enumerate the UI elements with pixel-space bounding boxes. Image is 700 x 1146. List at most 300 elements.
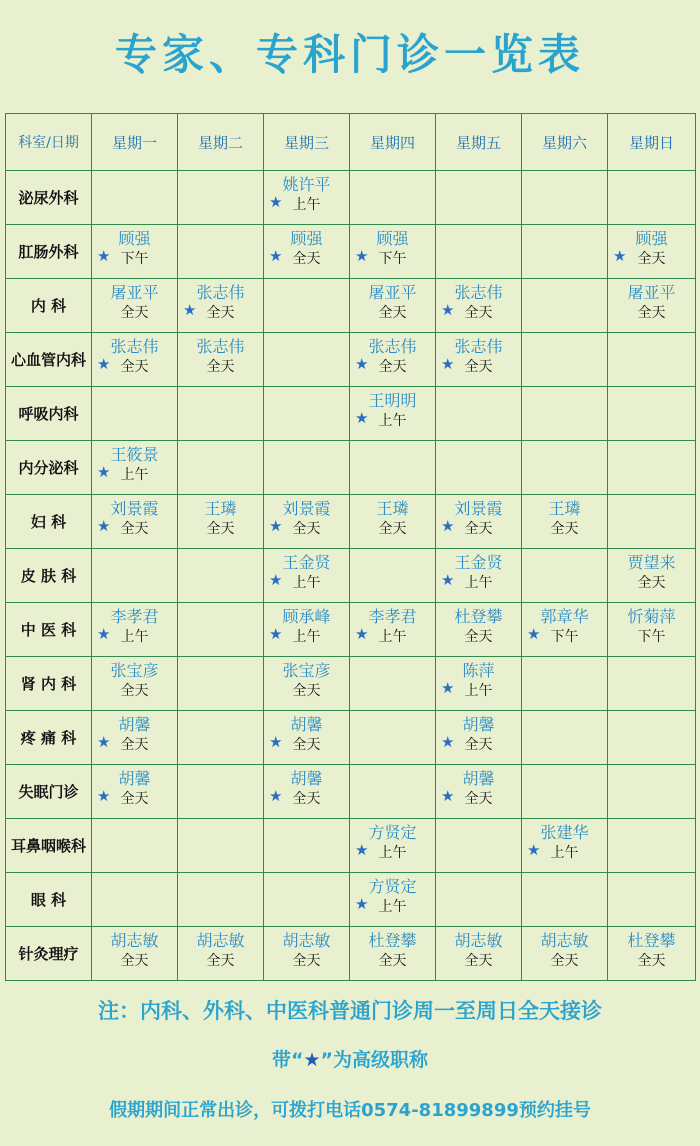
doctor-entry (92, 765, 177, 818)
dept-label: 眼 科 (6, 873, 92, 927)
schedule-cell (350, 441, 436, 495)
session-time: 全天 (292, 737, 321, 753)
schedule-cell (608, 279, 696, 333)
doctor-name: 王筱景 (110, 445, 159, 464)
schedule-cell (92, 711, 178, 765)
session-time: 上午 (378, 413, 407, 429)
note-star-legend (0, 1045, 700, 1072)
schedule-cell (350, 657, 436, 711)
session-time: 全天 (464, 359, 493, 375)
session-time: 下午 (637, 629, 666, 645)
session-time: 全天 (637, 953, 666, 969)
schedule-cell (264, 333, 350, 387)
dept-label: 泌尿外科 (6, 171, 92, 225)
dept-label: 针灸理疗 (6, 927, 92, 981)
star-icon: ★ (441, 517, 455, 535)
schedule-cell (522, 657, 608, 711)
star-icon: ★ (441, 679, 455, 697)
doctor-name: 王璘 (548, 499, 581, 518)
schedule-cell (92, 873, 178, 927)
note-general-clinic: 注：内科、外科、中医科普通门诊周一至周日全天接诊 (98, 999, 602, 1023)
star-icon: ★ (303, 1049, 321, 1071)
dept-label: 妇 科 (6, 495, 92, 549)
doctor-name: 杜登攀 (454, 607, 503, 626)
schedule-table (5, 113, 696, 981)
session-time: 全天 (464, 953, 493, 969)
session-time: 全天 (637, 305, 666, 321)
schedule-cell (522, 603, 608, 657)
schedule-cell (92, 819, 178, 873)
corner-label: 科室/日期 (6, 114, 92, 171)
dept-label: 呼吸内科 (6, 387, 92, 441)
table-row (6, 495, 696, 549)
schedule-cell (350, 279, 436, 333)
session-time: 全天 (292, 683, 321, 699)
schedule-cell (264, 927, 350, 981)
doctor-entry (608, 279, 695, 332)
table-row (6, 819, 696, 873)
schedule-cell (92, 603, 178, 657)
doctor-entry (350, 387, 435, 440)
doctor-entry (522, 927, 607, 980)
schedule-cell (264, 603, 350, 657)
schedule-cell (436, 549, 522, 603)
schedule-cell (436, 657, 522, 711)
doctor-name: 顾强 (290, 229, 323, 248)
day-header: 星期五 (436, 114, 522, 171)
schedule-cell (178, 387, 264, 441)
doctor-name: 顾强 (376, 229, 409, 248)
schedule-cell (522, 441, 608, 495)
schedule-cell (92, 765, 178, 819)
doctor-entry (92, 279, 177, 332)
doctor-entry (264, 171, 349, 224)
doctor-name: 忻菊萍 (627, 607, 676, 626)
session-time: 上午 (464, 575, 493, 591)
doctor-entry (608, 225, 695, 278)
day-header: 星期四 (350, 114, 436, 171)
session-time: 全天 (464, 737, 493, 753)
session-time: 全天 (292, 953, 321, 969)
schedule-cell (92, 225, 178, 279)
schedule-cell (350, 765, 436, 819)
session-time: 上午 (378, 629, 407, 645)
doctor-name: 张志伟 (196, 283, 245, 302)
doctor-entry (608, 549, 695, 602)
session-time: 全天 (120, 953, 149, 969)
session-time: 全天 (292, 791, 321, 807)
schedule-cell (350, 225, 436, 279)
table-row (6, 927, 696, 981)
doctor-name: 贾望来 (627, 553, 676, 572)
schedule-cell (522, 333, 608, 387)
schedule-cell (522, 225, 608, 279)
session-time: 全天 (206, 359, 235, 375)
star-icon: ★ (355, 625, 369, 643)
session-time: 上午 (292, 197, 321, 213)
session-time: 全天 (206, 521, 235, 537)
doctor-name: 王金贤 (282, 553, 331, 572)
schedule-cell (178, 927, 264, 981)
schedule-cell (608, 549, 696, 603)
schedule-cell (608, 657, 696, 711)
schedule-cell (608, 603, 696, 657)
doctor-name: 王璘 (204, 499, 237, 518)
schedule-cell (178, 711, 264, 765)
star-icon: ★ (613, 247, 627, 265)
session-time: 全天 (378, 521, 407, 537)
doctor-name: 李孝君 (110, 607, 159, 626)
session-time: 全天 (120, 737, 149, 753)
session-time: 全天 (464, 629, 493, 645)
doctor-entry (92, 657, 177, 710)
session-time: 全天 (206, 305, 235, 321)
schedule-cell (436, 927, 522, 981)
table-row (6, 711, 696, 765)
table-row (6, 333, 696, 387)
doctor-entry (436, 279, 521, 332)
dept-label: 中 医 科 (6, 603, 92, 657)
doctor-entry (92, 603, 177, 656)
schedule-cell (608, 333, 696, 387)
schedule-cell (350, 927, 436, 981)
doctor-name: 胡志敏 (110, 931, 159, 950)
star-icon: ★ (97, 463, 111, 481)
session-time: 上午 (292, 629, 321, 645)
schedule-cell (92, 495, 178, 549)
session-time: 上午 (378, 845, 407, 861)
doctor-entry (436, 765, 521, 818)
schedule-cell (264, 279, 350, 333)
star-icon: ★ (269, 247, 283, 265)
doctor-entry (264, 711, 349, 764)
doctor-name: 屠亚平 (627, 283, 676, 302)
doctor-entry (264, 603, 349, 656)
doctor-name: 刘景霞 (454, 499, 503, 518)
doctor-name: 胡志敏 (540, 931, 589, 950)
schedule-cell (264, 441, 350, 495)
doctor-name: 顾承峰 (282, 607, 331, 626)
dept-label: 肛肠外科 (6, 225, 92, 279)
schedule-cell (178, 549, 264, 603)
schedule-cell (178, 225, 264, 279)
session-time: 全天 (637, 575, 666, 591)
doctor-entry (436, 495, 521, 548)
doctor-name: 顾强 (118, 229, 151, 248)
schedule-cell (436, 225, 522, 279)
doctor-entry (92, 441, 177, 494)
table-row (6, 225, 696, 279)
doctor-name: 陈萍 (462, 661, 495, 680)
schedule-cell (436, 387, 522, 441)
schedule-cell (264, 711, 350, 765)
schedule-cell (522, 549, 608, 603)
star-icon: ★ (97, 787, 111, 805)
session-time: 下午 (378, 251, 407, 267)
dept-label: 肾 内 科 (6, 657, 92, 711)
doctor-name: 顾强 (635, 229, 668, 248)
doctor-entry (178, 927, 263, 980)
doctor-entry (92, 927, 177, 980)
star-icon: ★ (355, 247, 369, 265)
session-time: 全天 (378, 305, 407, 321)
star-icon: ★ (355, 409, 369, 427)
doctor-name: 杜登攀 (627, 931, 676, 950)
schedule-cell (436, 441, 522, 495)
doctor-entry (350, 927, 435, 980)
doctor-name: 张志伟 (196, 337, 245, 356)
schedule-cell (436, 603, 522, 657)
day-header: 星期日 (608, 114, 696, 171)
schedule-cell (436, 171, 522, 225)
session-time: 全天 (206, 953, 235, 969)
doctor-entry (436, 549, 521, 602)
schedule-cell (178, 333, 264, 387)
doctor-name: 方贤定 (368, 823, 417, 842)
doctor-name: 胡志敏 (282, 931, 331, 950)
schedule-cell (522, 927, 608, 981)
star-icon: ★ (441, 787, 455, 805)
session-time: 全天 (637, 251, 666, 267)
doctor-name: 胡馨 (118, 715, 151, 734)
schedule-cell (178, 657, 264, 711)
session-time: 上午 (292, 575, 321, 591)
doctor-entry (92, 333, 177, 386)
doctor-entry (264, 495, 349, 548)
session-time: 全天 (464, 521, 493, 537)
schedule-cell (92, 549, 178, 603)
schedule-cell (436, 333, 522, 387)
doctor-name: 胡馨 (462, 769, 495, 788)
doctor-entry (522, 603, 607, 656)
session-time: 全天 (550, 521, 579, 537)
table-row (6, 765, 696, 819)
doctor-name: 胡志敏 (454, 931, 503, 950)
dept-label: 内 科 (6, 279, 92, 333)
doctor-entry (522, 495, 607, 548)
doctor-entry (92, 225, 177, 278)
doctor-name: 姚许平 (282, 175, 331, 194)
table-row (6, 603, 696, 657)
session-time: 上午 (120, 629, 149, 645)
star-icon: ★ (97, 733, 111, 751)
schedule-cell (350, 603, 436, 657)
doctor-name: 杜登攀 (368, 931, 417, 950)
star-icon: ★ (269, 193, 283, 211)
doctor-entry (178, 495, 263, 548)
doctor-entry (350, 819, 435, 872)
schedule-cell (178, 441, 264, 495)
schedule-cell (264, 819, 350, 873)
dept-label: 心血管内科 (6, 333, 92, 387)
schedule-cell (350, 333, 436, 387)
doctor-entry (608, 603, 695, 656)
schedule-cell (350, 819, 436, 873)
star-icon: ★ (269, 733, 283, 751)
day-header: 星期六 (522, 114, 608, 171)
session-time: 全天 (378, 953, 407, 969)
note-star-prefix: 带“ (271, 1049, 304, 1071)
doctor-entry (522, 819, 607, 872)
doctor-name: 郭章华 (540, 607, 589, 626)
session-time: 全天 (464, 305, 493, 321)
doctor-name: 屠亚平 (110, 283, 159, 302)
schedule-cell (608, 225, 696, 279)
doctor-entry (350, 603, 435, 656)
schedule-cell (264, 495, 350, 549)
doctor-name: 屠亚平 (368, 283, 417, 302)
star-icon: ★ (355, 895, 369, 913)
star-icon: ★ (355, 841, 369, 859)
day-header: 星期三 (264, 114, 350, 171)
doctor-entry (264, 765, 349, 818)
schedule-cell (608, 171, 696, 225)
schedule-cell (350, 387, 436, 441)
table-row (6, 171, 696, 225)
schedule-cell (436, 765, 522, 819)
schedule-cell (264, 171, 350, 225)
schedule-cell (92, 657, 178, 711)
note-holiday-phone: 假期期间正常出诊，可拨打电话0574-81899899预约挂号 (109, 1100, 591, 1121)
session-time: 全天 (120, 683, 149, 699)
star-icon: ★ (97, 517, 111, 535)
doctor-entry (264, 225, 349, 278)
schedule-cell (522, 495, 608, 549)
schedule-cell (264, 387, 350, 441)
doctor-name: 刘景霞 (110, 499, 159, 518)
doctor-entry (350, 333, 435, 386)
session-time: 下午 (120, 251, 149, 267)
schedule-cell (92, 171, 178, 225)
schedule-cell (522, 819, 608, 873)
star-icon: ★ (269, 787, 283, 805)
schedule-cell (522, 171, 608, 225)
schedule-cell (264, 657, 350, 711)
star-icon: ★ (97, 625, 111, 643)
schedule-cell (92, 333, 178, 387)
doctor-name: 张志伟 (454, 337, 503, 356)
table-row (6, 387, 696, 441)
schedule-cell (350, 549, 436, 603)
schedule-cell (350, 711, 436, 765)
star-icon: ★ (527, 841, 541, 859)
schedule-cell (92, 927, 178, 981)
table-row (6, 657, 696, 711)
star-icon: ★ (527, 625, 541, 643)
session-time: 全天 (120, 791, 149, 807)
schedule-cell (350, 495, 436, 549)
schedule-cell (178, 171, 264, 225)
doctor-entry (92, 711, 177, 764)
schedule-cell (608, 495, 696, 549)
page-title: 专家、专科门诊一览表 (114, 30, 585, 79)
session-time: 全天 (464, 791, 493, 807)
schedule-body (6, 171, 696, 981)
session-time: 全天 (378, 359, 407, 375)
session-time: 全天 (292, 521, 321, 537)
doctor-entry (178, 333, 263, 386)
schedule-cell (264, 765, 350, 819)
schedule-cell (436, 495, 522, 549)
session-time: 全天 (550, 953, 579, 969)
doctor-entry (350, 279, 435, 332)
schedule-cell (178, 279, 264, 333)
star-icon: ★ (441, 355, 455, 373)
doctor-entry (178, 279, 263, 332)
doctor-name: 胡馨 (118, 769, 151, 788)
star-icon: ★ (355, 355, 369, 373)
schedule-cell (178, 603, 264, 657)
doctor-name: 张宝彦 (282, 661, 331, 680)
schedule-cell (178, 873, 264, 927)
doctor-name: 王明明 (368, 391, 417, 410)
schedule-cell (178, 819, 264, 873)
doctor-name: 胡志敏 (196, 931, 245, 950)
session-time: 上午 (378, 899, 407, 915)
doctor-entry (608, 927, 695, 980)
schedule-cell (608, 819, 696, 873)
schedule-cell (350, 873, 436, 927)
doctor-name: 胡馨 (462, 715, 495, 734)
schedule-cell (92, 387, 178, 441)
table-row (6, 441, 696, 495)
schedule-cell (92, 441, 178, 495)
schedule-cell (522, 765, 608, 819)
doctor-entry (436, 927, 521, 980)
dept-label: 皮 肤 科 (6, 549, 92, 603)
doctor-entry (436, 711, 521, 764)
schedule-cell (436, 819, 522, 873)
doctor-name: 张志伟 (368, 337, 417, 356)
dept-label: 耳鼻咽喉科 (6, 819, 92, 873)
star-icon: ★ (269, 517, 283, 535)
doctor-entry (264, 549, 349, 602)
star-icon: ★ (269, 571, 283, 589)
doctor-entry (350, 225, 435, 278)
schedule-cell (264, 873, 350, 927)
schedule-cell (436, 279, 522, 333)
schedule-cell (436, 711, 522, 765)
doctor-entry (264, 657, 349, 710)
schedule-cell (264, 549, 350, 603)
doctor-name: 方贤定 (368, 877, 417, 896)
schedule-cell (608, 765, 696, 819)
schedule-cell (436, 873, 522, 927)
table-header-row (6, 114, 696, 171)
table-row (6, 279, 696, 333)
doctor-entry (350, 495, 435, 548)
star-icon: ★ (441, 571, 455, 589)
doctor-name: 张建华 (540, 823, 589, 842)
doctor-entry (92, 495, 177, 548)
session-time: 上午 (120, 467, 149, 483)
schedule-cell (92, 279, 178, 333)
dept-label: 失眠门诊 (6, 765, 92, 819)
schedule-cell (350, 171, 436, 225)
doctor-name: 胡馨 (290, 715, 323, 734)
session-time: 全天 (120, 305, 149, 321)
session-time: 全天 (120, 521, 149, 537)
schedule-cell (608, 873, 696, 927)
doctor-name: 胡馨 (290, 769, 323, 788)
star-icon: ★ (97, 355, 111, 373)
doctor-name: 王金贤 (454, 553, 503, 572)
star-icon: ★ (97, 247, 111, 265)
dept-label: 内分泌科 (6, 441, 92, 495)
doctor-entry (436, 603, 521, 656)
dept-label: 疼 痛 科 (6, 711, 92, 765)
schedule-cell (522, 873, 608, 927)
